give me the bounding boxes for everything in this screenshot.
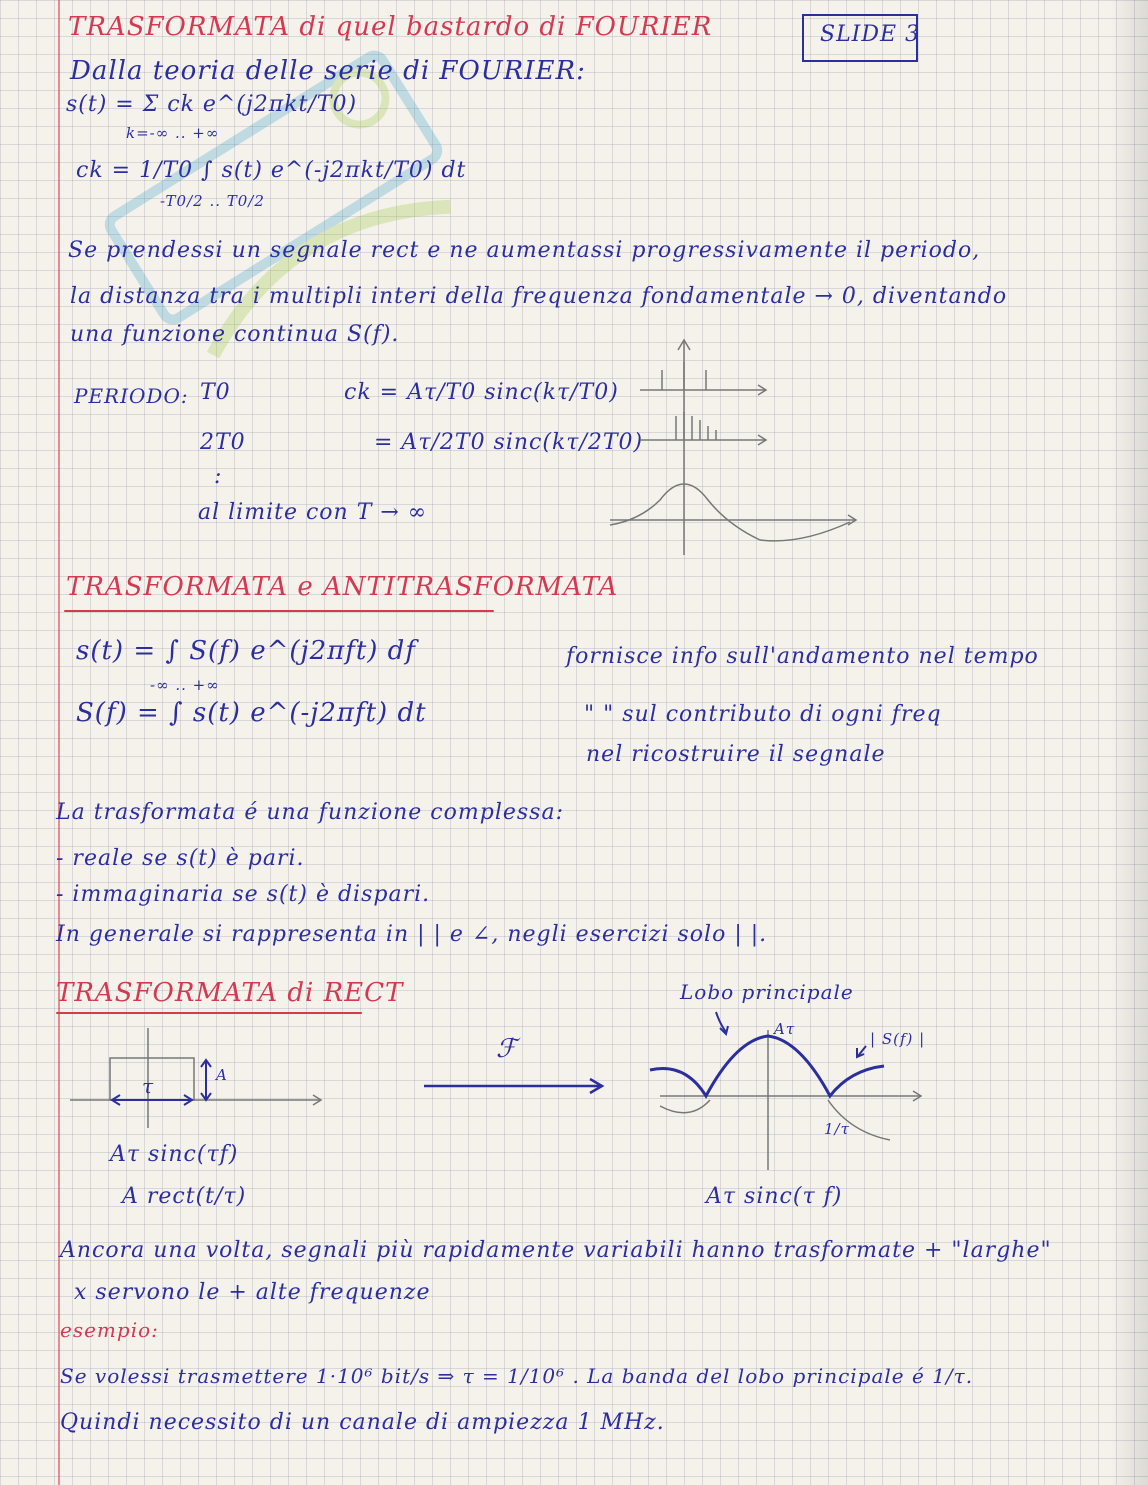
paragraph-line-1: Se prendessi un segnale rect e ne aumentassi progressivamente il periodo, (68, 238, 981, 263)
slide-label: SLIDE 3 (820, 22, 921, 47)
transform-arrow (420, 1066, 610, 1096)
page-edge-shadow (1110, 0, 1148, 1485)
sinc-zero-label: 1/τ (824, 1120, 850, 1138)
complex-line-3: - immaginaria se s(t) è dispari. (56, 882, 431, 907)
antitransform-equation: s(t) = ∫ S(f) e^(j2πft) df (76, 636, 416, 666)
sinc-peak-label: Aτ (774, 1020, 796, 1038)
integral-limits: -∞ .. +∞ (150, 676, 220, 694)
sinc-label: Aτ sinc(τ f) (706, 1184, 843, 1209)
heading-underline (64, 610, 494, 612)
period-row-2-left: 2T0 (200, 430, 246, 455)
fourier-operator-label: ℱ (496, 1034, 518, 1064)
paragraph-line-2: la distanza tra i multipli interi della frequenza fondamentale → 0, diventando (70, 284, 1008, 309)
fourier-coefficient-limits: -T0/2 .. T0/2 (160, 192, 265, 210)
transform-equation: S(f) = ∫ s(t) e^(-j2πft) dt (76, 698, 427, 728)
section-heading-transform: TRASFORMATA e ANTITRASFORMATA (66, 572, 619, 602)
rect-tau-label: τ (142, 1074, 155, 1098)
paragraph-line-3: una funzione continua S(f). (70, 322, 400, 347)
periodo-label: PERIODO: (74, 384, 189, 408)
note-line-3: nel ricostruire il segnale (586, 742, 886, 767)
note-line-2: " " sul contributo di ogni freq (584, 702, 942, 727)
main-lobe-label: Lobo principale (680, 980, 854, 1004)
fourier-coefficient-equation: ck = 1/T0 ∫ s(t) e^(-j2πkt/T0) dt (76, 158, 467, 183)
note-line-1: fornisce info sull'andamento nel tempo (566, 644, 1039, 669)
period-row-1-left: T0 (200, 380, 231, 405)
example-label: esempio: (60, 1318, 159, 1342)
period-row-1-right: ck = Aτ/T0 sinc(kτ/T0) (344, 380, 619, 405)
complex-line-1: La trasformata é una funzione complessa: (56, 800, 564, 825)
period-ellipsis: : (214, 464, 223, 489)
period-row-2-right: = Aτ/2T0 sinc(kτ/2T0) (374, 430, 644, 455)
spectrum-sketch (600, 340, 870, 560)
example-line-1: Se volessi trasmettere 1·10⁶ bit/s ⇒ τ = 1/10⁶ . La banda del lobo principale é 1/τ. (60, 1364, 974, 1388)
rect-label-1: Aτ sinc(τf) (110, 1142, 239, 1167)
fourier-series-limits: k=-∞ .. +∞ (126, 124, 220, 142)
complex-line-2: - reale se s(t) è pari. (56, 846, 305, 871)
rect-amplitude-label: A (216, 1066, 228, 1084)
conclusion-line-2: x servono le + alte frequenze (74, 1280, 431, 1305)
sinc-magnitude-label: | S(f) | (870, 1030, 926, 1048)
conclusion-line-1: Ancora una volta, segnali più rapidamente variabili hanno trasformate + "larghe" (60, 1238, 1052, 1263)
fourier-series-equation: s(t) = Σ ck e^(j2πkt/T0) (66, 92, 358, 117)
page-title: TRASFORMATA di quel bastardo di FOURIER (68, 12, 713, 42)
complex-line-4: In generale si rappresenta in | | e ∠, negli esercizi solo | |. (56, 922, 768, 947)
section-heading-rect: TRASFORMATA di RECT (56, 978, 404, 1008)
intro-line: Dalla teoria delle serie di FOURIER: (70, 56, 586, 86)
limit-row: al limite con T → ∞ (198, 500, 428, 525)
example-line-2: Quindi necessito di un canale di ampiezza 1 MHz. (60, 1410, 665, 1435)
rect-label-2: A rect(t/τ) (122, 1184, 247, 1209)
heading-underline-rect (56, 1012, 362, 1014)
rect-sketch (70, 1018, 330, 1138)
